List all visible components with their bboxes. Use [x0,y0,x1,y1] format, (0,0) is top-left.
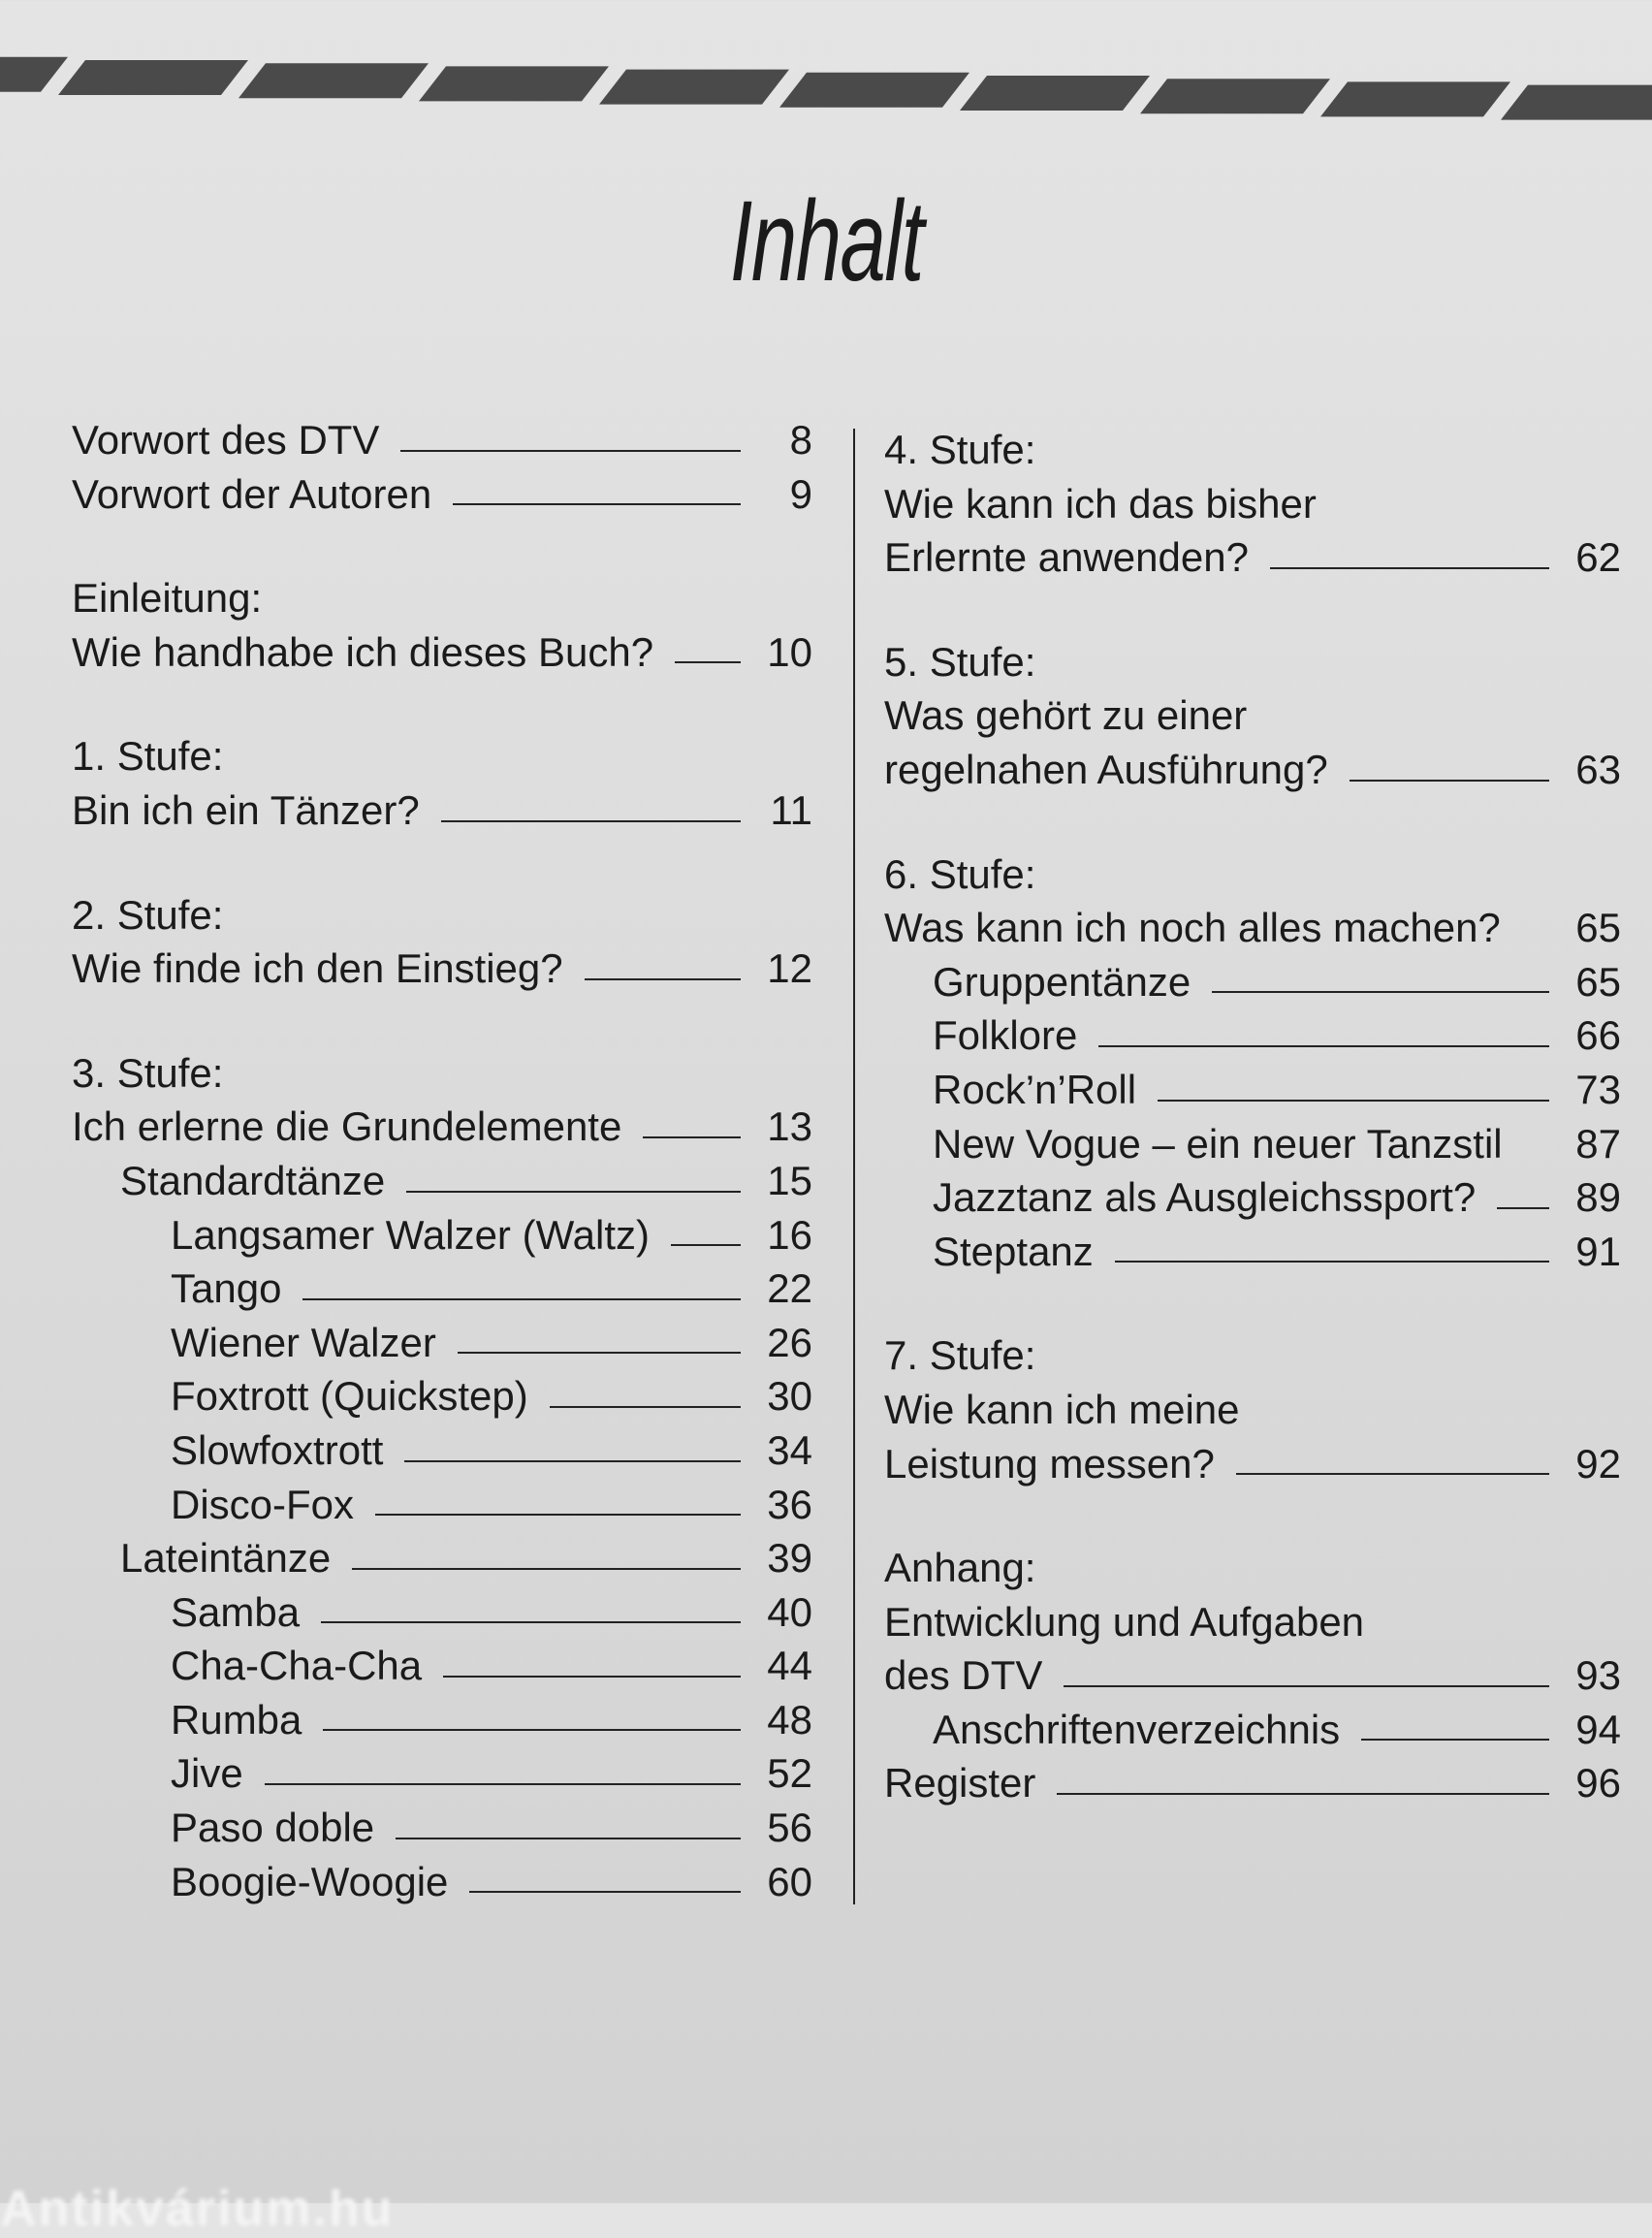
leader-line [406,1191,741,1193]
toc-entry-page: 60 [767,1858,812,1904]
toc-entry-title: Jazztanz als Ausgleichssport? [933,1174,1477,1221]
stripe-segment [419,66,609,101]
leader-line [453,503,741,505]
toc-entry-title: Register [884,1760,1036,1806]
toc-entry [72,1046,812,1101]
toc-entry [884,1595,1621,1649]
toc-entry-title: Boogie-Woogie [171,1858,449,1904]
leader-line [443,1676,741,1678]
leader-line [1361,1739,1549,1741]
toc-entry-page: 89 [1575,1174,1621,1221]
toc-entry-page: 8 [789,417,812,463]
toc-entry-title: Vorwort der Autoren [72,470,432,517]
leader-line [400,450,741,452]
toc-entry-title: Erlernte anwenden? [884,534,1249,581]
toc-right-column [884,423,1621,1810]
toc-entry-title: 6. Stufe: [884,850,1036,897]
leader-line [550,1406,741,1408]
toc-entry-title: 5. Stufe: [884,638,1036,685]
toc-entry-page: 48 [767,1696,812,1742]
toc-entry [72,1639,812,1693]
toc-entry [884,1437,1621,1491]
toc-entry [72,888,812,943]
toc-entry-page: 40 [767,1588,812,1635]
leader-line [352,1568,741,1570]
toc-entry [884,847,1621,902]
toc-entry-title: Anschriftenverzeichnis [933,1706,1341,1752]
stripe-segment [0,57,68,92]
toc-entry [72,1100,812,1154]
leader-line [1115,1261,1549,1263]
toc-entry [72,1585,812,1640]
leader-line [1064,1685,1549,1687]
toc-entry-title: Wie handhabe ich dieses Buch? [72,628,654,675]
toc-entry-page: 30 [767,1373,812,1420]
leader-line [375,1514,741,1516]
toc-entry-page: 62 [1575,534,1621,581]
leader-line [323,1729,741,1731]
leader-line [1350,780,1549,782]
toc-entry-title: Jive [171,1750,243,1797]
stripe-segment [58,60,248,95]
column-divider [853,429,855,1904]
toc-entry [884,1117,1621,1171]
stripe-segment [238,63,429,98]
toc-entry [72,1423,812,1478]
toc-entry-title: 1. Stufe: [72,733,224,780]
toc-entry-page: 34 [767,1426,812,1473]
toc-entry-title: Gruppentänze [933,958,1191,1005]
toc-entry [884,901,1621,955]
toc-entry-title: Entwicklung und Aufgaben [884,1598,1365,1645]
toc-entry [72,1316,812,1370]
toc-entry-page: 15 [767,1157,812,1203]
toc-entry [884,1328,1621,1383]
toc-entry-page: 12 [767,945,812,992]
toc-left-column [72,413,812,1908]
stripe-segment [599,70,789,105]
page-title-text: Inhalt [729,177,923,305]
toc-entry-title: Standardtänze [120,1157,386,1203]
toc-entry [72,625,812,680]
toc-entry-title: regelnahen Ausführung? [884,746,1328,792]
toc-entry-title: Wie finde ich den Einstieg? [72,945,563,992]
leader-line [1236,1473,1549,1475]
toc-entry-title: Wie kann ich meine [884,1386,1240,1432]
toc-entry [884,1170,1621,1225]
toc-entry-title: Was kann ich noch alles machen? [884,905,1501,951]
toc-entry [884,635,1621,689]
toc-entry-page: 11 [770,786,812,833]
toc-entry [72,1693,812,1747]
toc-entry-title: Langsamer Walzer (Waltz) [171,1211,650,1258]
toc-entry [72,1262,812,1316]
toc-entry-title: Rumba [171,1696,302,1742]
toc-entry [884,477,1621,531]
toc-entry [72,571,812,625]
toc-entry [884,1063,1621,1117]
toc-entry-page: 96 [1575,1760,1621,1806]
leader-line [1158,1100,1549,1102]
leader-line [469,1891,741,1893]
toc-entry-title: Slowfoxtrott [171,1426,384,1473]
page-title [0,177,1652,305]
toc-entry-title: Samba [171,1588,301,1635]
toc-entry-page: 65 [1575,958,1621,1005]
toc-entry-page: 16 [767,1211,812,1258]
toc-entry-page: 93 [1575,1652,1621,1699]
toc-entry [72,729,812,783]
toc-entry-page: 73 [1575,1066,1621,1112]
toc-entry-page: 52 [767,1750,812,1797]
toc-entry [884,955,1621,1009]
leader-line [321,1621,741,1623]
toc-entry [72,1531,812,1585]
toc-entry-title: Steptanz [933,1228,1094,1274]
toc-entry [884,1541,1621,1595]
toc-entry-title: Rock’n’Roll [933,1066,1137,1112]
stripe-segment [1140,79,1330,113]
toc-entry-page: 13 [767,1103,812,1150]
toc-entry-title: Lateintänze [120,1535,332,1582]
leader-line [1212,991,1549,993]
toc-entry [72,1369,812,1423]
toc-entry-page: 36 [767,1481,812,1527]
toc-entry [884,423,1621,477]
toc-entry-title: Einleitung: [72,575,263,622]
toc-entry-title: Anhang: [884,1545,1036,1591]
toc-entry-page: 26 [767,1319,812,1365]
stripe-segment [1501,85,1652,120]
toc-entry [72,413,812,467]
toc-entry [72,783,812,838]
stripe-segment [1320,81,1510,116]
toc-entry-page: 91 [1575,1228,1621,1274]
toc-entry-title: Bin ich ein Tänzer? [72,786,420,833]
toc-entry [884,1703,1621,1757]
leader-line [643,1136,741,1138]
leader-line [265,1783,741,1785]
toc-entry [72,1478,812,1532]
leader-line [1497,1207,1549,1209]
toc-entry [884,1008,1621,1063]
toc-entry-page: 94 [1575,1706,1621,1752]
toc-entry-title: Cha-Cha-Cha [171,1643,423,1689]
toc-entry-page: 9 [789,470,812,517]
toc-entry [72,467,812,522]
leader-line [396,1838,741,1839]
toc-entry [72,1208,812,1263]
toc-entry [884,1756,1621,1810]
leader-line [441,820,741,822]
stripe-segment [960,76,1150,111]
toc-entry [884,743,1621,797]
toc-entry-title: 4. Stufe: [884,427,1036,472]
toc-entry-page: 87 [1575,1120,1621,1167]
toc-entry [884,530,1621,585]
leader-line [404,1460,741,1462]
decorative-stripe-border [0,48,1652,126]
toc-entry [72,1154,812,1208]
toc-entry-page: 63 [1575,746,1621,792]
toc-entry-title: Leistung messen? [884,1440,1215,1487]
toc-entry-page: 10 [767,628,812,675]
toc-entry [72,1746,812,1801]
toc-entry-title: New Vogue – ein neuer Tanzstil [933,1120,1503,1167]
toc-entry-page: 22 [767,1265,812,1312]
toc-entry-title: Vorwort des DTV [72,417,380,463]
watermark: Antikvárium.hu [0,2181,395,2237]
toc-entry [72,942,812,996]
leader-line [1057,1793,1549,1795]
leader-line [671,1244,741,1246]
toc-entry-title: Ich erlerne die Grundelemente [72,1103,622,1150]
toc-entry-title: Paso doble [171,1805,375,1851]
toc-entry [884,688,1621,743]
toc-entry-title: Wie kann ich das bisher [884,480,1317,527]
toc-entry-page: 56 [767,1805,812,1851]
toc-entry-page: 66 [1575,1012,1621,1059]
leader-line [1270,567,1549,569]
toc-entry-title: 7. Stufe: [884,1332,1036,1379]
toc-entry-title: Disco-Fox [171,1481,355,1527]
toc-entry-page: 39 [767,1535,812,1582]
stripe-segment [779,73,969,108]
toc-entry [72,1855,812,1909]
toc-entry [72,1801,812,1855]
toc-entry [884,1648,1621,1703]
toc-entry [884,1383,1621,1437]
toc-entry-title: Wiener Walzer [171,1319,436,1365]
leader-line [302,1298,741,1300]
leader-line [675,661,741,663]
leader-line [585,978,741,980]
toc-entry-title: Tango [171,1265,282,1312]
toc-entry-title: Was gehört zu einer [884,692,1248,739]
toc-entry-title: Foxtrott (Quickstep) [171,1373,528,1420]
toc-entry-page: 44 [767,1643,812,1689]
toc-entry-page: 65 [1575,905,1621,951]
toc-entry-title: 3. Stufe: [72,1049,224,1096]
toc-entry-page: 92 [1575,1440,1621,1487]
toc-entry [884,1225,1621,1279]
leader-line [458,1352,741,1354]
toc-entry-title: des DTV [884,1652,1043,1699]
toc-entry-title: 2. Stufe: [72,891,224,938]
leader-line [1098,1045,1549,1047]
toc-entry-title: Folklore [933,1012,1078,1059]
